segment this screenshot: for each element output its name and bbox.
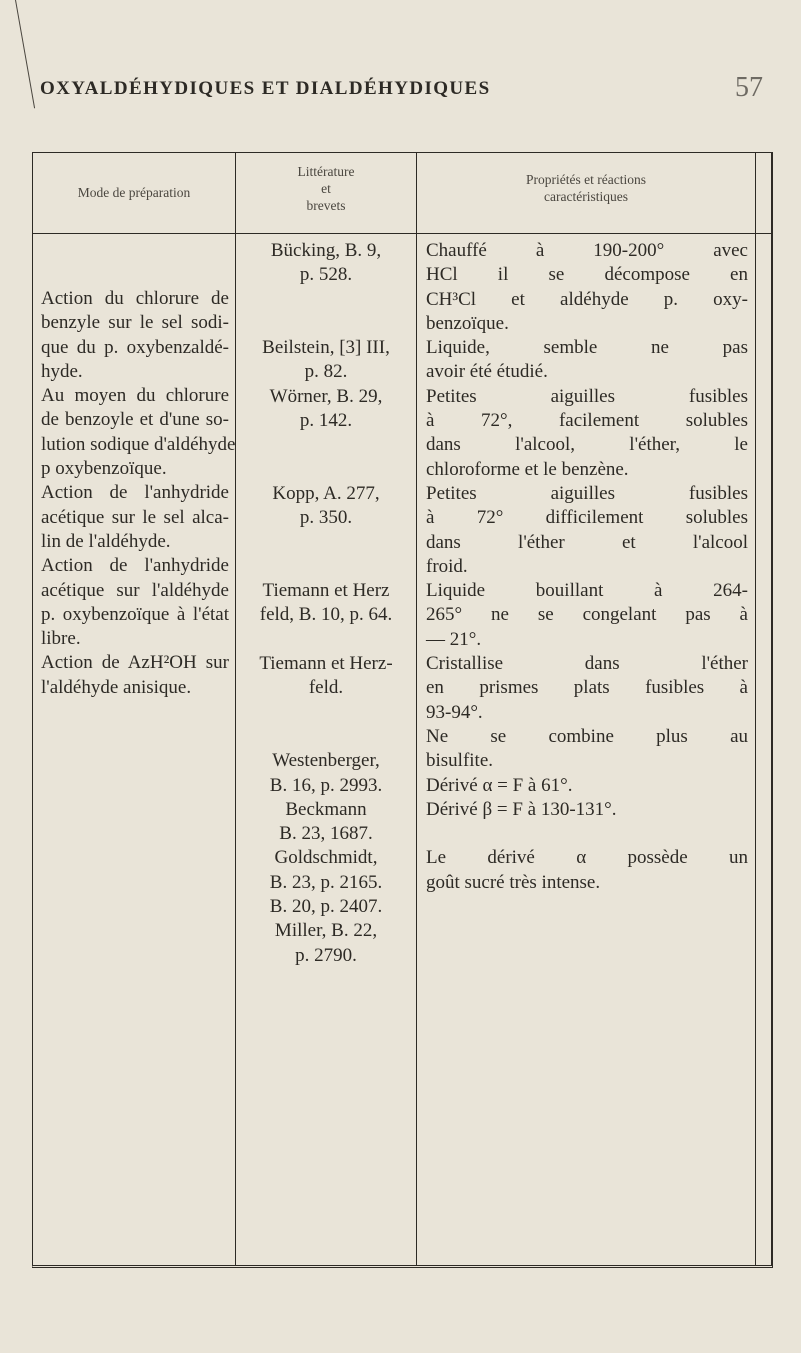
mode-line: acétique sur l'aldéhyde xyxy=(41,579,229,601)
property-line: bisulfite. xyxy=(426,750,494,772)
reference-line: Wörner, B. 29, xyxy=(269,385,383,407)
reference-line: Beilstein, [3] III, xyxy=(262,337,390,359)
reference-line: feld, B. 10, p. 64. xyxy=(259,604,393,626)
mode-column xyxy=(41,287,236,700)
property-line: CH³Cl et aldéhyde p. oxy- xyxy=(426,288,748,310)
property-line: 93-94°. xyxy=(426,701,483,723)
reference-line: Tiemann et Herz- xyxy=(259,653,393,675)
property-line: goût sucré très intense. xyxy=(426,871,601,893)
page-number: 57 xyxy=(735,72,763,103)
reference-line: Westenberger, xyxy=(272,750,380,772)
property-line: Dérivé α = F à 61°. xyxy=(426,774,573,796)
column-header-litterature: Littérature et brevets xyxy=(297,164,355,213)
property-line: — 21°. xyxy=(426,628,482,650)
mode-line: acétique sur le sel alca- xyxy=(41,506,229,528)
property-line: avoir été étudié. xyxy=(426,361,548,383)
property-line: froid. xyxy=(426,555,468,577)
reference-line: Beckmann xyxy=(285,798,367,820)
mode-line: p. oxybenzoïque à l'état xyxy=(41,603,229,625)
reference-line: B. 16, p. 2993. xyxy=(269,774,383,796)
reference-line: p. 142. xyxy=(299,410,353,432)
reference-line xyxy=(239,288,413,312)
property-line: chloroforme et le benzène. xyxy=(426,458,629,480)
reference-line: Goldschmidt, xyxy=(274,847,378,869)
property-line: Ne se combine plus au xyxy=(426,725,748,747)
mode-line: Action de l'anhydride xyxy=(41,482,229,504)
header-rule xyxy=(33,233,771,234)
property-line: Cristallise dans l'éther xyxy=(426,653,748,675)
mode-line: que du p. oxybenzaldé- xyxy=(41,336,229,358)
mode-line: hyde. xyxy=(41,360,83,382)
property-line: Liquide, semble ne pas xyxy=(426,337,748,359)
property-line: Dérivé β = F à 130-131°. xyxy=(426,798,617,820)
column-header-mode: Mode de préparation xyxy=(77,185,191,200)
property-line: benzoïque. xyxy=(426,312,509,334)
litterature-column xyxy=(239,239,413,968)
mode-line: lution sodique d'aldéhyde xyxy=(41,433,236,455)
reference-line: p. 2790. xyxy=(295,944,357,966)
mode-line: p oxybenzoïque. xyxy=(41,458,167,480)
proprietes-column xyxy=(426,239,748,895)
reference-line: B. 20, p. 2407. xyxy=(269,896,383,918)
reference-line: Miller, B. 22, xyxy=(274,920,378,942)
property-line: dans l'alcool, l'éther, le xyxy=(426,434,748,456)
reference-line: B. 23, 1687. xyxy=(279,823,373,845)
property-line: Le dérivé α possède un xyxy=(426,847,748,869)
property-line: 265° ne se congelant pas à xyxy=(426,604,748,626)
running-title: OXYALDÉHYDIQUES ET DIALDÉHYDIQUES xyxy=(40,78,491,99)
reference-line xyxy=(239,458,413,482)
reference-line xyxy=(239,433,413,457)
column-divider-2 xyxy=(416,153,417,1265)
mode-line: de benzoyle et d'une so- xyxy=(41,409,229,431)
reference-line: B. 23, p. 2165. xyxy=(269,871,383,893)
mode-line: libre. xyxy=(41,628,81,650)
reference-line xyxy=(239,701,413,725)
reference-line xyxy=(239,555,413,579)
property-line: à 72° difficilement solubles xyxy=(426,507,748,529)
property-line: HCl il se décompose en xyxy=(426,264,748,286)
reference-line: p. 528. xyxy=(299,264,353,286)
property-line: Petites aiguilles fusibles xyxy=(426,482,748,504)
column-divider-right xyxy=(755,153,756,1265)
property-line: Liquide bouillant à 264- xyxy=(426,580,748,602)
mode-line: l'aldéhyde anisique. xyxy=(41,676,192,698)
column-header-proprietes: Propriétés et réactions caractéristiques xyxy=(526,172,646,204)
reference-line: Kopp, A. 277, xyxy=(272,482,380,504)
reference-line: p. 350. xyxy=(299,507,353,529)
reference-line xyxy=(239,531,413,555)
property-line: Petites aiguilles fusibles xyxy=(426,385,748,407)
reference-line: Tiemann et Herz xyxy=(262,580,390,602)
mode-line: Action de AzH²OH sur xyxy=(41,652,229,674)
reference-line: feld. xyxy=(308,677,344,699)
reference-line xyxy=(239,725,413,749)
property-line: Chauffé à 190-200° avec xyxy=(426,240,748,261)
property-line: à 72°, facilement solubles xyxy=(426,410,748,432)
property-line: en prismes plats fusibles à xyxy=(426,677,748,699)
page-header xyxy=(0,68,801,108)
reference-line xyxy=(239,628,413,652)
reference-line xyxy=(239,312,413,336)
property-line: dans l'éther et l'alcool xyxy=(426,531,748,553)
mode-line: benzyle sur le sel sodi- xyxy=(41,312,229,334)
mode-line: Action du chlorure de xyxy=(41,288,229,309)
property-line xyxy=(426,822,748,846)
mode-line: lin de l'aldéhyde. xyxy=(41,530,171,552)
mode-line: Au moyen du chlorure xyxy=(41,385,229,407)
mode-line: Action de l'anhydride xyxy=(41,555,229,577)
reference-line: Bücking, B. 9, xyxy=(270,240,382,261)
column-divider-1 xyxy=(235,153,236,1265)
data-table xyxy=(32,152,773,1268)
reference-line: p. 82. xyxy=(304,361,348,383)
